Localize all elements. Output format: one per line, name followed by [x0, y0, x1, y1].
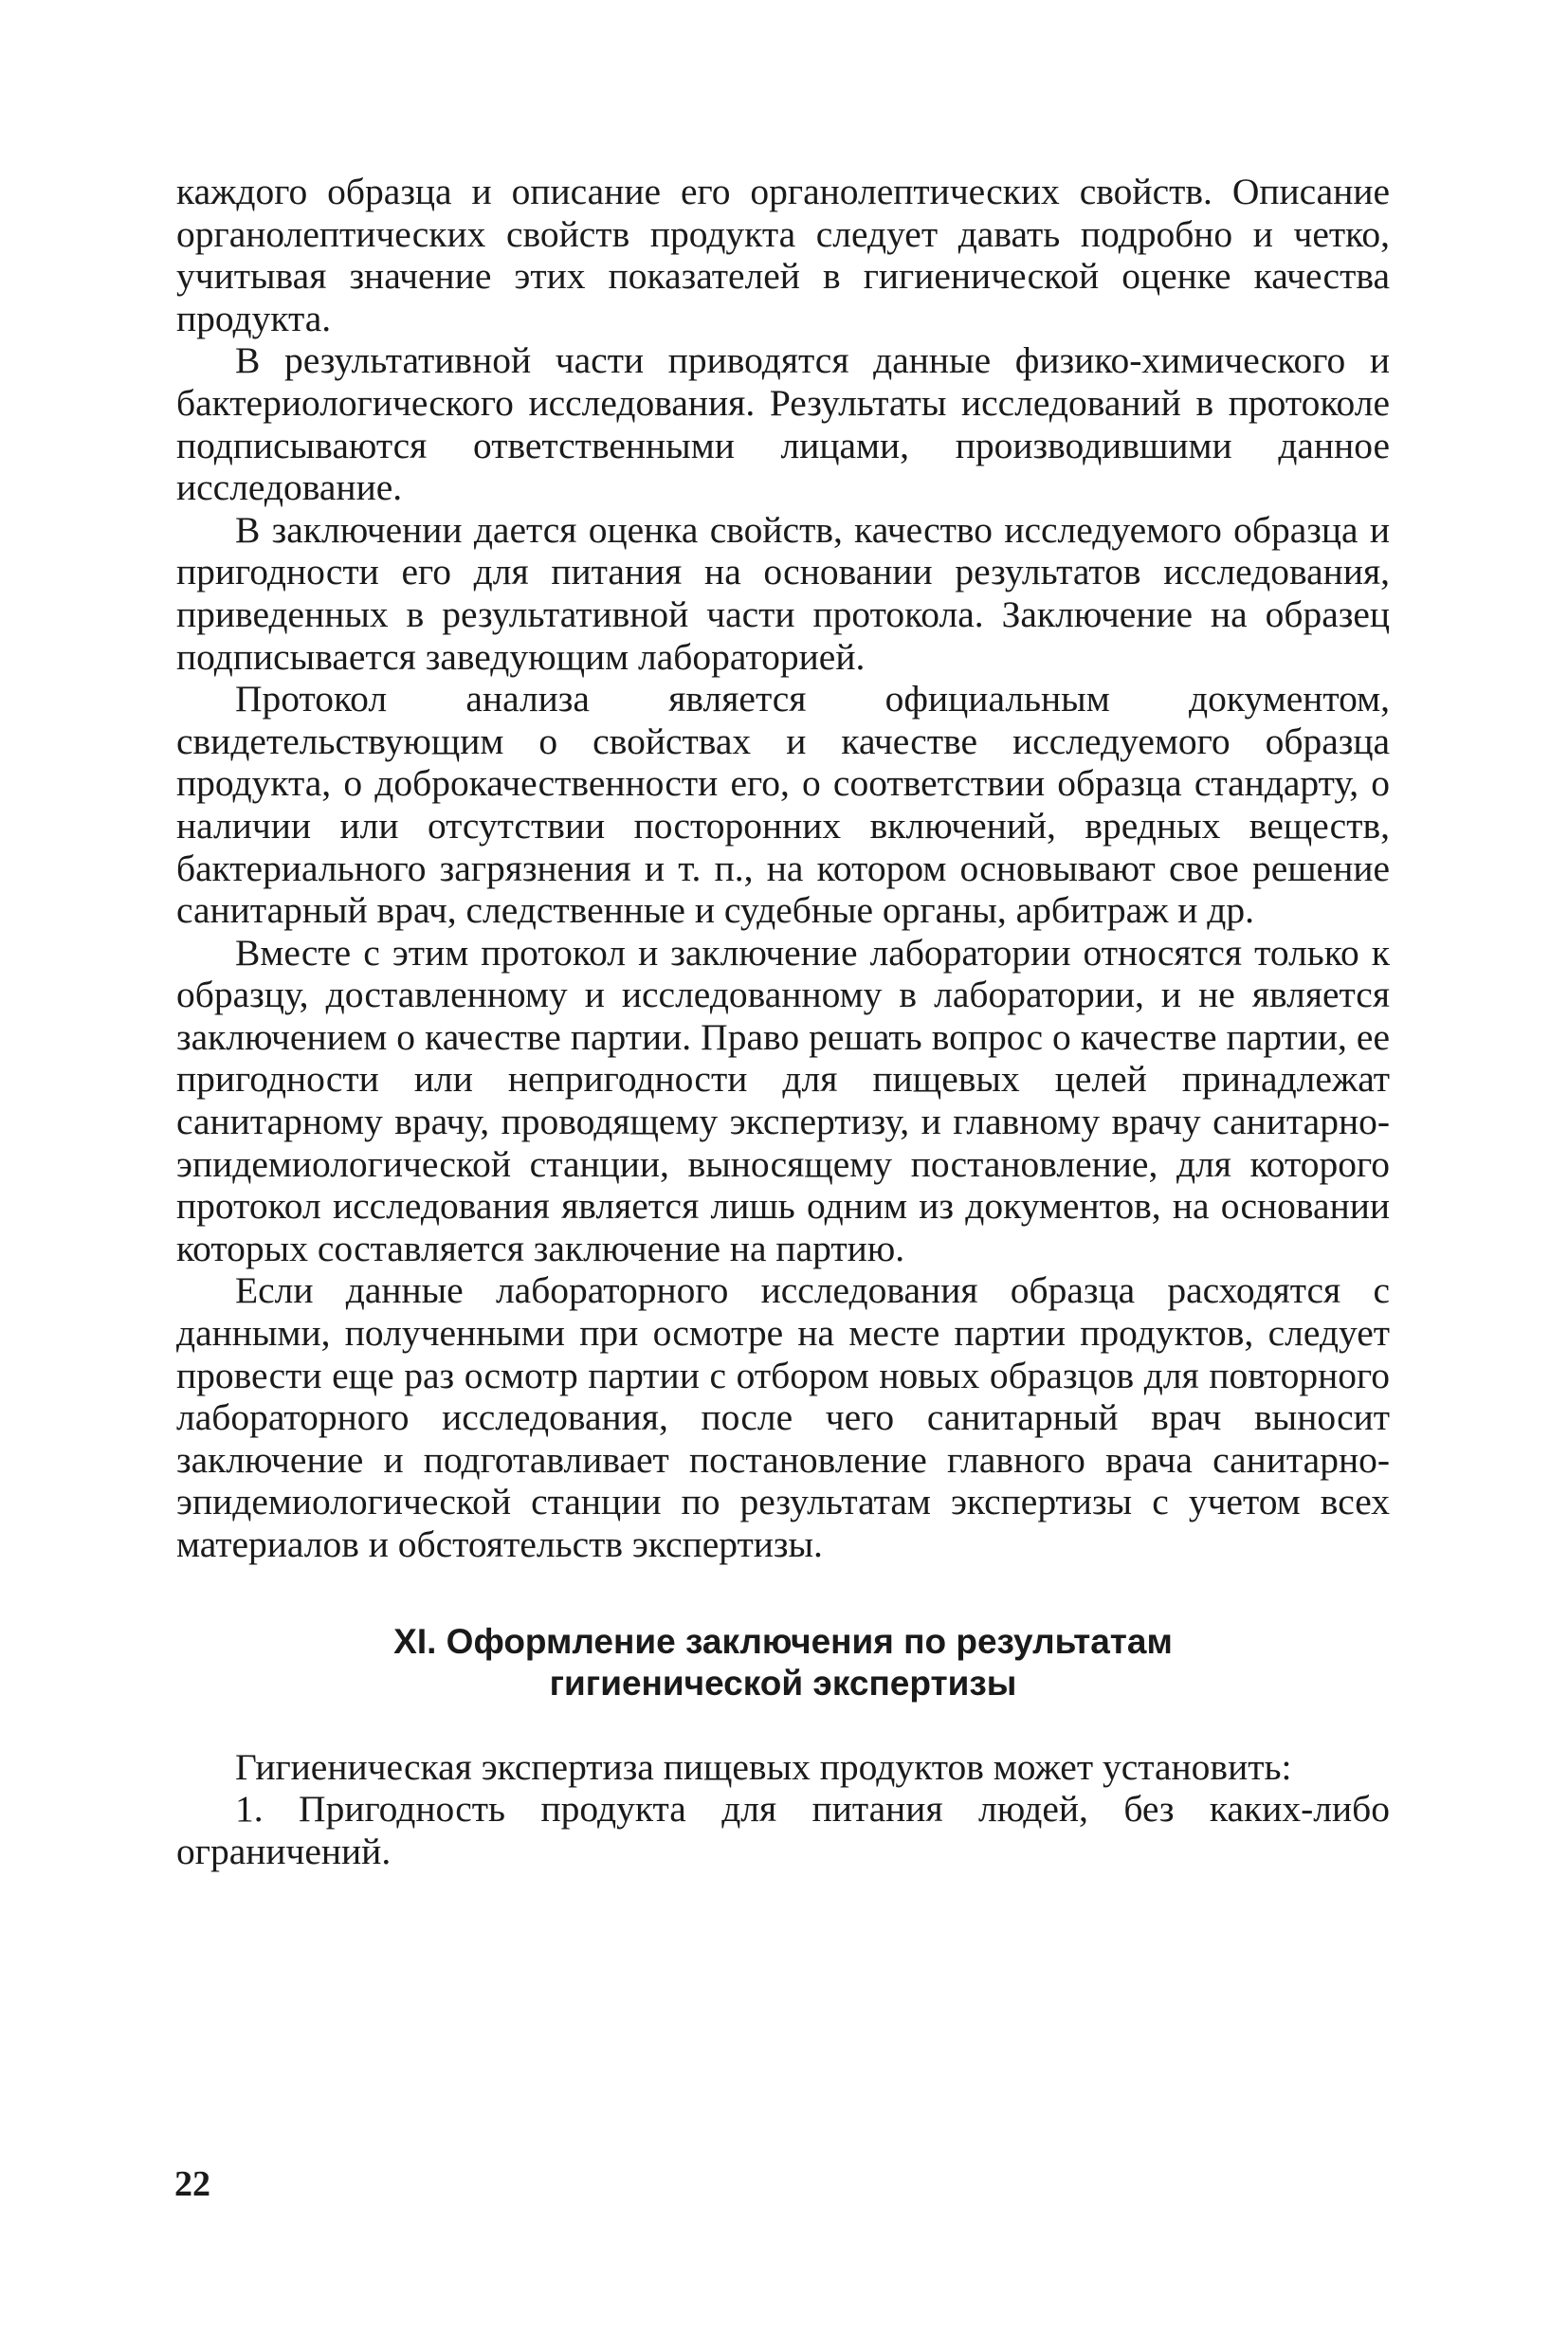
- paragraph-2: В результативной части приводятся данные физико-химического и бактериологического исследования. Результаты исследований в протоколе подписываются ответственными лицами, производившими данное исследование.: [176, 339, 1390, 509]
- paragraph-1: каждого образца и описание его органолептических свойств. Описание органолептических свойств продукта следует давать подробно и четко, учитывая значение этих показателей в гигиенической оценке качества продукта.: [176, 171, 1390, 339]
- section-heading-line-2: гигиенической экспертизы: [549, 1663, 1017, 1703]
- paragraph-4: Протокол анализа является официальным документом, свидетельствующим о свойствах и качестве исследуемого образца продукта, о доброкачественности его, о соответствии образца стандарту, о наличии или отсутствии посторонних включений, вредных веществ, бактериального загрязнения и т. п., на котором основывают свое решение санитарный врач, следственные и судебные органы, арбитраж и др.: [176, 678, 1390, 932]
- document-page: [176, 171, 1390, 1872]
- paragraph-5: Вместе с этим протокол и заключение лаборатории относятся только к образцу, доставленному и исследованному в лаборатории, и не является заключением о качестве партии. Право решать вопрос о качестве партии, ее пригодности или непригодности для пищевых целей принадлежат санитарному врачу, проводящему экспертизу, и главному врачу санитарно-эпидемиологической станции, выносящему постановление, для которого протокол исследования является лишь одним из документов, на основании которых составляется заключение на партию.: [176, 931, 1390, 1269]
- paragraph-6: Если данные лабораторного исследования образца расходятся с данными, полученными при осмотре на месте партии продуктов, следует провести еще раз осмотр партии с отбором новых образцов для повторного лабораторного исследования, после чего санитарный врач выносит заключение и подготавливает постановление главного врача санитарно-эпидемиологической станции по результатам экспертизы с учетом всех материалов и обстоятельств экспертизы.: [176, 1269, 1390, 1565]
- page-number: 22: [174, 2164, 210, 2204]
- paragraph-3: В заключении дается оценка свойств, качество исследуемого образца и пригодности его для питания на основании результатов исследования, приведенных в результативной части протокола. Заключение на образец подписывается заведующим лабораторией.: [176, 508, 1390, 678]
- section-heading-line-1: XI. Оформление заключения по результатам: [393, 1621, 1173, 1661]
- section-heading: [176, 1621, 1390, 1704]
- paragraph-8: 1. Пригодность продукта для питания людей, без каких-либо ограничений.: [176, 1788, 1390, 1872]
- paragraph-7: Гигиеническая экспертиза пищевых продуктов может установить:: [235, 1745, 1292, 1788]
